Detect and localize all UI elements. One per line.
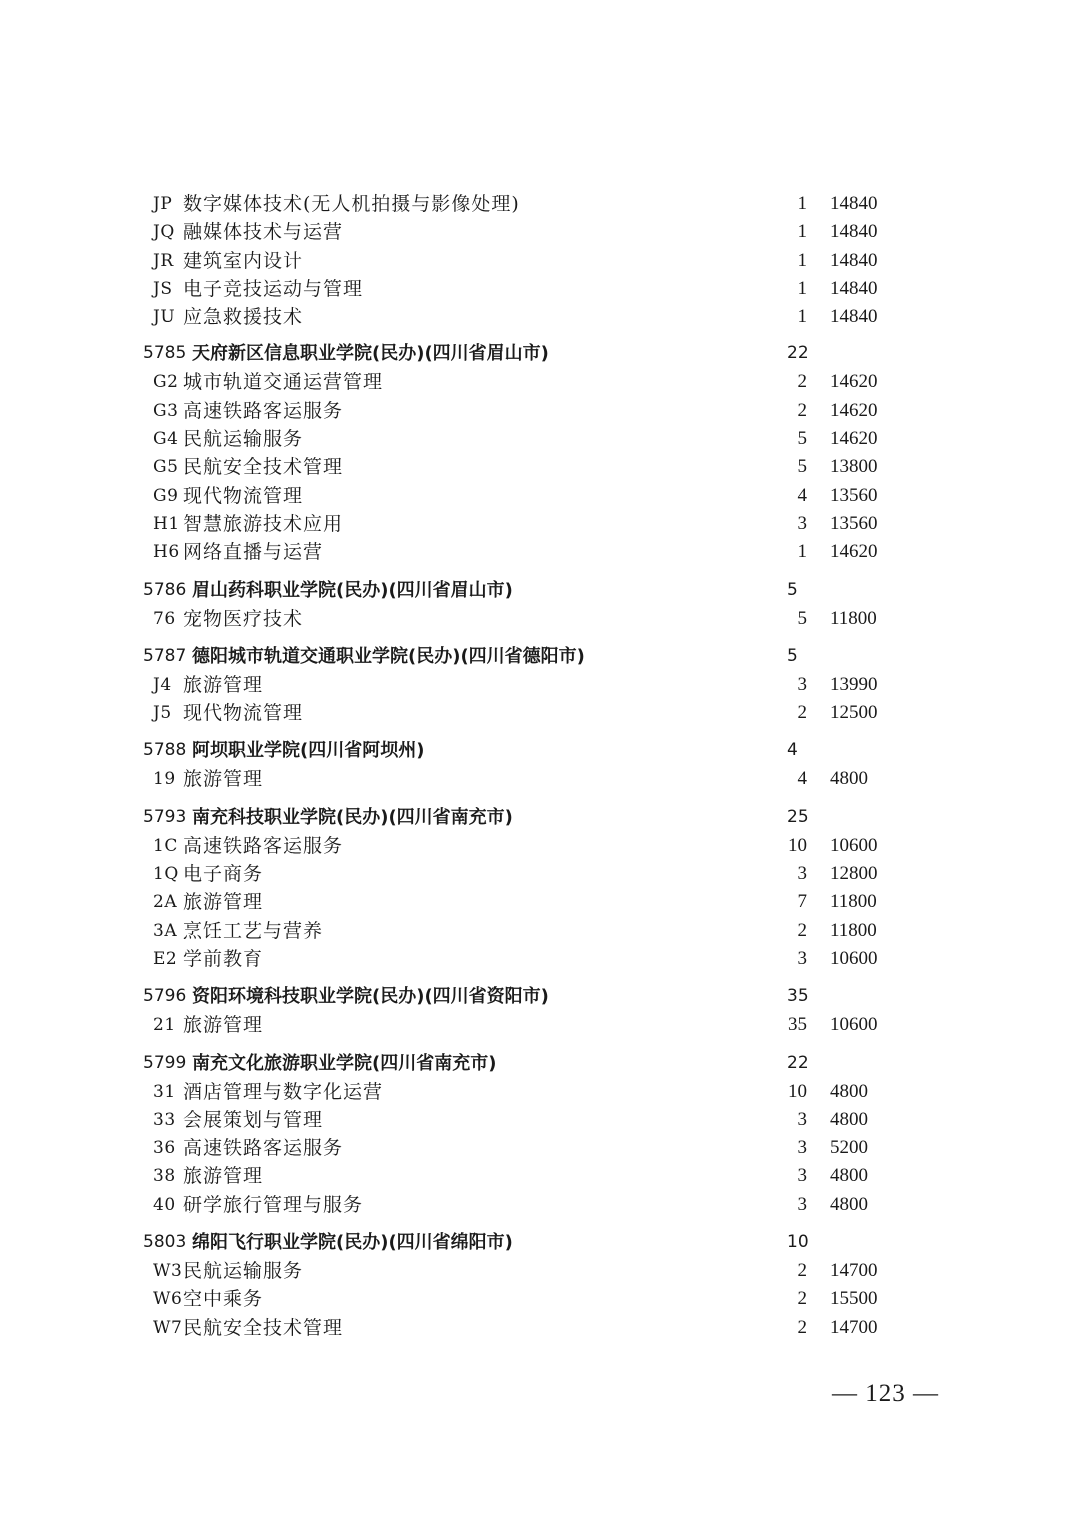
tuition-fee: 4800 <box>830 768 868 790</box>
tuition-fee: 4800 <box>830 1108 868 1130</box>
program-code: JQ <box>153 222 175 243</box>
school-code: 5786 <box>143 579 187 600</box>
program-quota: 1 <box>797 221 807 243</box>
tuition-fee: 14840 <box>830 277 878 299</box>
program-name: 高速铁路客运服务 <box>183 1137 344 1160</box>
program-code: J5 <box>153 703 172 724</box>
school-name: 资阳环境科技职业学院(民办)(四川省资阳市) <box>192 986 549 1008</box>
school-quota: 25 <box>787 806 809 827</box>
program-row <box>0 482 1080 510</box>
program-code: G5 <box>153 457 179 478</box>
school-name: 天府新区信息职业学院(民办)(四川省眉山市) <box>192 343 549 365</box>
tuition-fee: 14840 <box>830 306 878 328</box>
program-quota: 1 <box>797 193 807 214</box>
school-code: 5799 <box>143 1052 187 1073</box>
program-name: 数字媒体技术(无人机拍摄与影像处理) <box>183 193 520 215</box>
program-name: 旅游管理 <box>183 891 264 914</box>
tuition-fee: 13560 <box>830 512 878 534</box>
tuition-fee: 13800 <box>830 456 878 478</box>
program-name: 建筑室内设计 <box>183 249 304 272</box>
program-row <box>0 510 1080 538</box>
program-row <box>0 888 1080 916</box>
tuition-fee: 14620 <box>830 399 878 421</box>
program-quota: 2 <box>797 399 807 421</box>
school-quota: 5 <box>787 645 798 666</box>
program-name: 应急救援技术 <box>183 306 304 329</box>
tuition-fee: 14840 <box>830 221 878 243</box>
school-name: 眉山药科职业学院(民办)(四川省眉山市) <box>192 579 513 601</box>
program-name: 网络直播与运营 <box>183 541 324 564</box>
program-quota: 10 <box>788 1080 807 1102</box>
program-row <box>0 945 1080 973</box>
program-code: 1Q <box>153 864 179 885</box>
program-row <box>0 453 1080 481</box>
program-row <box>0 425 1080 453</box>
program-code: 31 <box>153 1081 176 1102</box>
program-name: 民航安全技术管理 <box>183 456 344 479</box>
program-name: 旅游管理 <box>183 768 264 791</box>
tuition-fee: 14620 <box>830 428 878 450</box>
program-quota: 1 <box>797 277 807 299</box>
program-quota: 3 <box>797 863 807 885</box>
program-name: 学前教育 <box>183 947 264 970</box>
program-row <box>0 368 1080 396</box>
program-name: 现代物流管理 <box>183 702 304 725</box>
program-quota: 35 <box>788 1014 807 1036</box>
program-quota: 5 <box>797 428 807 450</box>
school-quota: 22 <box>787 1052 809 1073</box>
school-quota: 4 <box>787 740 798 761</box>
program-name: 融媒体技术与运营 <box>183 221 344 244</box>
program-code: W7 <box>153 1317 183 1338</box>
program-quota: 1 <box>797 541 807 563</box>
school-header-row <box>0 803 1080 832</box>
program-code: G9 <box>153 485 179 506</box>
program-name: 民航运输服务 <box>183 428 304 451</box>
school-header-row <box>0 642 1080 671</box>
tuition-fee: 10600 <box>830 947 878 969</box>
program-row <box>0 1134 1080 1162</box>
program-code: JP <box>153 194 173 214</box>
program-quota: 1 <box>797 306 807 328</box>
program-quota: 2 <box>797 1288 807 1310</box>
program-quota: 3 <box>797 1108 807 1130</box>
program-quota: 5 <box>797 456 807 478</box>
tuition-fee: 4800 <box>830 1165 868 1187</box>
program-row <box>0 832 1080 860</box>
program-row <box>0 765 1080 793</box>
tuition-fee: 4800 <box>830 1193 868 1215</box>
program-quota: 7 <box>797 891 807 913</box>
program-quota: 4 <box>797 768 807 790</box>
program-row <box>0 1162 1080 1190</box>
school-name: 南充文化旅游职业学院(四川省南充市) <box>192 1052 497 1074</box>
program-name: 民航安全技术管理 <box>183 1316 344 1339</box>
program-quota: 10 <box>788 834 807 856</box>
program-code: 38 <box>153 1166 176 1187</box>
tuition-fee: 15500 <box>830 1288 878 1310</box>
program-row <box>0 671 1080 699</box>
enrollment-table <box>0 190 1080 1342</box>
program-row <box>0 275 1080 303</box>
program-row <box>0 699 1080 727</box>
program-quota: 2 <box>797 1260 807 1282</box>
program-code: JS <box>153 278 173 299</box>
program-row <box>0 247 1080 275</box>
program-quota: 3 <box>797 673 807 695</box>
tuition-fee: 11800 <box>830 919 877 941</box>
school-header-row <box>0 982 1080 1011</box>
tuition-fee: 14700 <box>830 1316 878 1338</box>
school-quota: 10 <box>787 1232 809 1253</box>
tuition-fee: 14840 <box>830 249 878 271</box>
program-code: 19 <box>153 769 176 790</box>
program-code: G2 <box>153 372 179 393</box>
program-name: 空中乘务 <box>183 1288 264 1311</box>
tuition-fee: 13560 <box>830 484 878 506</box>
program-quota: 2 <box>797 702 807 724</box>
program-row <box>0 538 1080 566</box>
tuition-fee: 12500 <box>830 702 878 724</box>
program-quota: 3 <box>797 947 807 969</box>
program-code: 3A <box>153 920 178 941</box>
school-name: 绵阳飞行职业学院(民办)(四川省绵阳市) <box>192 1232 513 1254</box>
program-row <box>0 190 1080 218</box>
program-row <box>0 1191 1080 1219</box>
school-header-row <box>0 339 1080 368</box>
program-row <box>0 860 1080 888</box>
school-code: 5803 <box>143 1232 187 1253</box>
program-name: 城市轨道交通运营管理 <box>183 371 384 394</box>
school-name: 阿坝职业学院(四川省阿坝州) <box>192 740 425 762</box>
school-code: 5787 <box>143 645 187 666</box>
program-name: 电子商务 <box>183 863 264 886</box>
program-quota: 3 <box>797 1137 807 1159</box>
school-header-row <box>0 1228 1080 1257</box>
program-quota: 3 <box>797 1193 807 1215</box>
program-code: H6 <box>153 542 180 563</box>
program-quota: 3 <box>797 1165 807 1187</box>
tuition-fee: 12800 <box>830 863 878 885</box>
tuition-fee: 10600 <box>830 834 878 856</box>
program-code: 40 <box>153 1194 176 1215</box>
school-quota: 35 <box>787 986 809 1007</box>
program-code: 2A <box>153 892 178 913</box>
program-name: 研学旅行管理与服务 <box>183 1193 364 1216</box>
program-row <box>0 1078 1080 1106</box>
program-quota: 3 <box>797 512 807 534</box>
school-header-row <box>0 736 1080 765</box>
program-name: 民航运输服务 <box>183 1260 304 1283</box>
program-code: G4 <box>153 429 179 450</box>
program-row <box>0 303 1080 331</box>
program-code: 1C <box>153 835 178 856</box>
program-name: 现代物流管理 <box>183 484 304 507</box>
school-code: 5788 <box>143 740 187 761</box>
page-number: — 123 — <box>832 1380 939 1407</box>
tuition-fee: 14840 <box>830 193 878 214</box>
program-code: JU <box>153 307 176 328</box>
tuition-fee: 5200 <box>830 1137 868 1159</box>
program-code: E2 <box>153 948 178 969</box>
program-quota: 2 <box>797 1316 807 1338</box>
school-header-row <box>0 576 1080 605</box>
program-quota: 5 <box>797 607 807 629</box>
tuition-fee: 14620 <box>830 541 878 563</box>
program-name: 高速铁路客运服务 <box>183 399 344 422</box>
program-row <box>0 218 1080 246</box>
school-quota: 22 <box>787 343 809 364</box>
tuition-fee: 14620 <box>830 371 878 393</box>
program-name: 酒店管理与数字化运营 <box>183 1080 384 1103</box>
program-quota: 4 <box>797 484 807 506</box>
tuition-fee: 4800 <box>830 1080 868 1102</box>
tuition-fee: 14700 <box>830 1260 878 1282</box>
program-name: 会展策划与管理 <box>183 1108 324 1131</box>
program-code: JR <box>153 250 174 271</box>
school-name: 南充科技职业学院(民办)(四川省南充市) <box>192 806 513 828</box>
program-code: G3 <box>153 400 179 421</box>
program-quota: 2 <box>797 371 807 393</box>
program-quota: 1 <box>797 249 807 271</box>
program-row <box>0 1257 1080 1285</box>
program-name: 智慧旅游技术应用 <box>183 512 344 535</box>
school-quota: 5 <box>787 579 798 600</box>
program-row <box>0 917 1080 945</box>
tuition-fee: 13990 <box>830 673 878 695</box>
program-row <box>0 397 1080 425</box>
program-name: 宠物医疗技术 <box>183 607 304 630</box>
program-name: 烹饪工艺与营养 <box>183 919 324 942</box>
program-quota: 2 <box>797 919 807 941</box>
tuition-fee: 10600 <box>830 1014 878 1036</box>
program-name: 高速铁路客运服务 <box>183 834 344 857</box>
program-code: 76 <box>153 608 176 629</box>
program-row <box>0 605 1080 633</box>
school-name: 德阳城市轨道交通职业学院(民办)(四川省德阳市) <box>192 645 585 667</box>
school-code: 5796 <box>143 986 187 1007</box>
school-code: 5785 <box>143 343 187 364</box>
program-row <box>0 1285 1080 1313</box>
program-row <box>0 1011 1080 1039</box>
tuition-fee: 11800 <box>830 891 877 913</box>
program-code: W6 <box>153 1289 183 1310</box>
tuition-fee: 11800 <box>830 607 877 629</box>
program-name: 旅游管理 <box>183 673 264 696</box>
program-name: 电子竞技运动与管理 <box>183 277 364 300</box>
program-code: 36 <box>153 1138 176 1159</box>
program-row <box>0 1314 1080 1342</box>
school-code: 5793 <box>143 806 187 827</box>
program-code: 33 <box>153 1109 176 1130</box>
program-row <box>0 1106 1080 1134</box>
program-name: 旅游管理 <box>183 1014 264 1037</box>
program-code: J4 <box>153 674 172 695</box>
program-name: 旅游管理 <box>183 1165 264 1188</box>
program-code: H1 <box>153 513 180 534</box>
program-code: 21 <box>153 1015 176 1036</box>
school-header-row <box>0 1049 1080 1078</box>
program-code: W3 <box>153 1261 183 1282</box>
